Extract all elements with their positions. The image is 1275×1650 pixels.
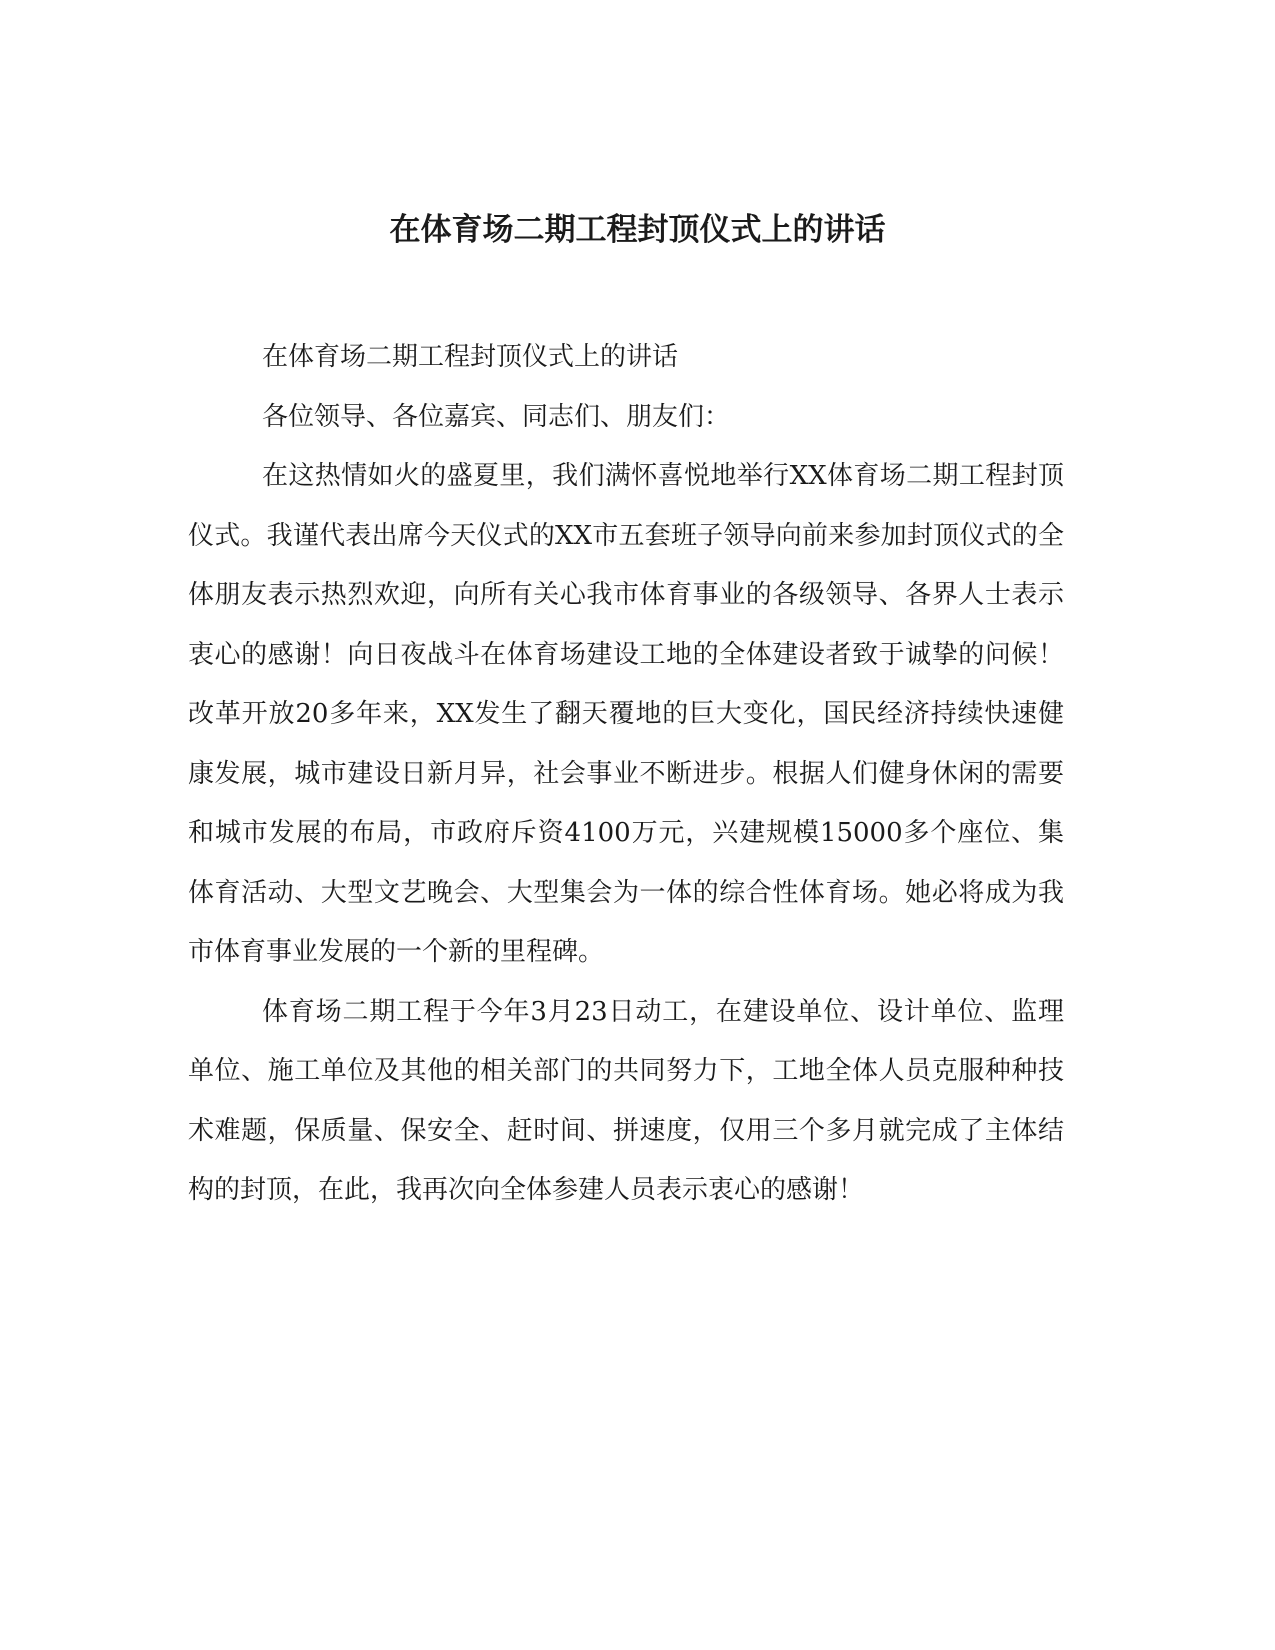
paragraph-progress: 体育场二期工程于今年3月23日动工，在建设单位、设计单位、监理单位、施工单位及其他的相关部门的共同努力下，工地全体人员克服种种技术难题，保质量、保安全、赶时间、拼速度，仅用三个多月就完成了主体结构的封顶，在此，我再次向全体参建人员表示衷心的感谢！ [188, 996, 1064, 1205]
paragraph-subtitle: 在体育场二期工程封顶仪式上的讲话 [262, 342, 679, 372]
document-title: 在体育场二期工程封顶仪式上的讲话 [389, 212, 886, 248]
paragraph-opening: 在这热情如火的盛夏里，我们满怀喜悦地举行XX体育场二期工程封顶仪式。我谨代表出席今天仪式的XX市五套班子领导向前来参加封顶仪式的全体朋友表示热烈欢迎，向所有关心我市体育事业的各级领导、各界人士表示衷心的感谢！向日夜战斗在体育场建设工地的全体建设者致于诚挚的问候！改革开放20多年来，XX发生了翻天覆地的巨大变化，国民经济持续快速健康发展，城市建设日新月异，社会事业不断进步。根据人们健身休闲的需要和城市发展的布局，市政府斥资4100万元，兴建规模15000多个座位、集体育活动、大型文艺晚会、大型集会为一体的综合性体育场。她必将成为我市体育事业发展的一个新的里程碑。 [188, 461, 1064, 967]
paragraph-salutation: 各位领导、各位嘉宾、同志们、朋友们： [262, 401, 731, 432]
document-body [188, 328, 1064, 1221]
